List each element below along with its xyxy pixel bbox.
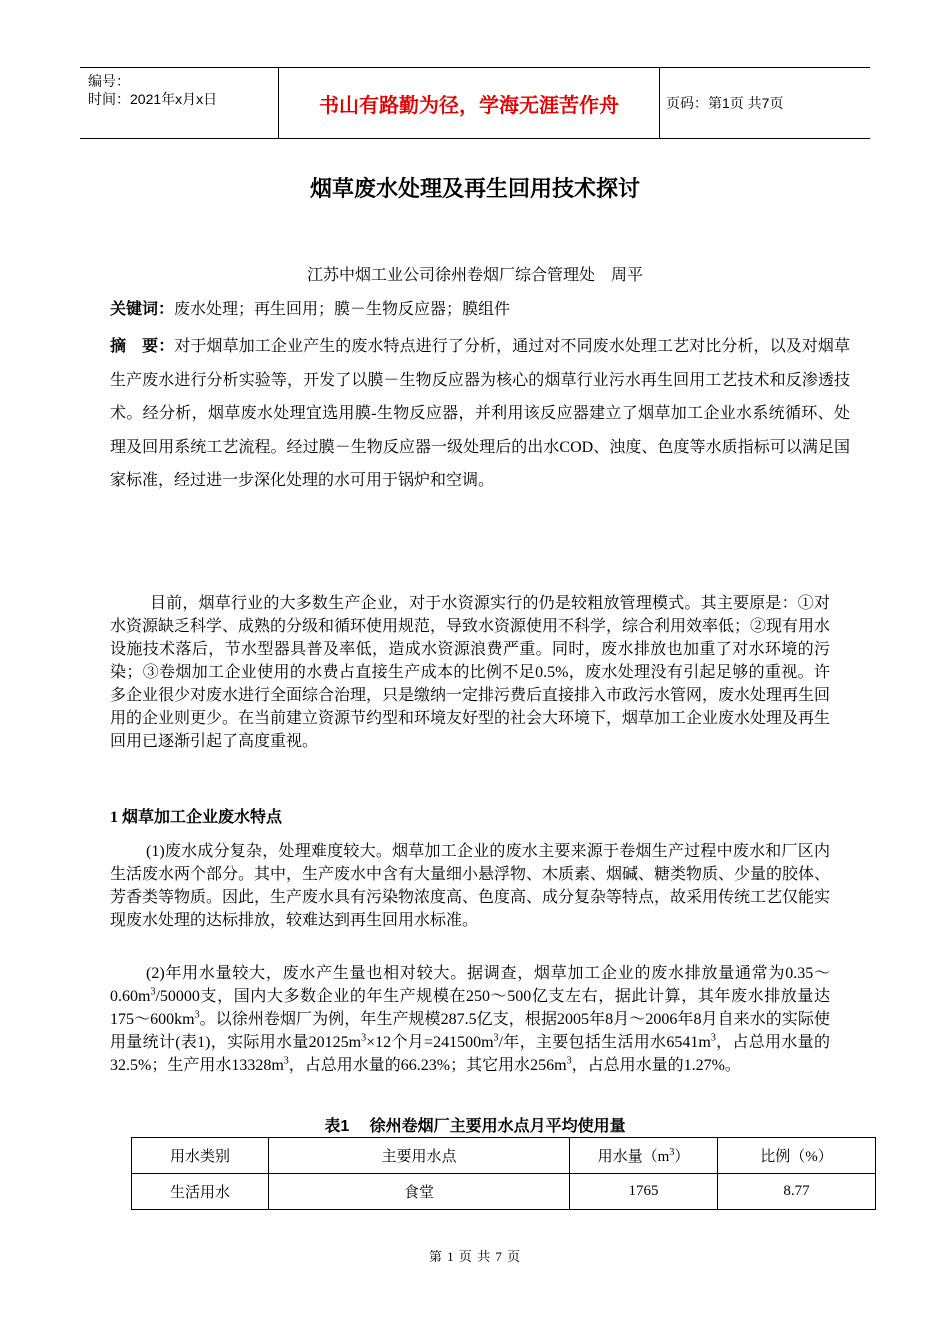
document-title: 烟草废水处理及再生回用技术探讨	[309, 176, 640, 201]
page-footer: 第 1 页 共 7 页	[428, 1249, 522, 1264]
table-header-row	[132, 1138, 876, 1174]
section-heading: 1 烟草加工企业废水特点	[110, 809, 283, 826]
keywords	[110, 296, 510, 319]
para2-part: ，占总用水量的1.27%。	[571, 1057, 741, 1074]
para2-part: (2)年用水量较大，废水产生量也相对较大。据调查，烟草加工企业的废水排放量通常为0.35～0.60m	[110, 965, 830, 1005]
para2-part: /50000支，国内大多数企业的年生产规模在250～500亿支左右，据此计算，其年废水排放量达175～600km	[110, 988, 830, 1028]
table-cell: 食堂	[269, 1174, 570, 1210]
superscript: 3	[361, 1032, 367, 1044]
table-cell: 1765	[570, 1174, 718, 1210]
para2-part: /年，主要包括生活用水6541m	[498, 1034, 711, 1051]
author-line: 江苏中烟工业公司徐州卷烟厂综合管理处 周平	[306, 267, 643, 284]
header-meta	[80, 68, 278, 138]
keywords-text: 废水处理；再生回用；膜－生物反应器；膜组件	[174, 301, 511, 318]
keywords-label: 关键词：	[110, 301, 175, 318]
document-number-label: 编号：	[88, 73, 130, 89]
abstract	[110, 330, 850, 498]
superscript: 3	[150, 986, 156, 998]
document-header	[80, 67, 870, 139]
abstract-text: 对于烟草加工企业产生的废水特点进行了分析，通过对不同废水处理工艺对比分析，以及对烟草生产废水进行分析实验等，开发了以膜－生物反应器为核心的烟草行业污水再生回用工艺技术和反渗透技术。经分析，烟草废水处理宜选用膜-生物反应器，并利用该反应器建立了烟草加工企业水系统循环、处理及回用系统工艺流程。经过膜－生物反应器一级处理后的出水COD、浊度、色度等水质指标可以满足国家标准，经过进一步深化处理的水可用于锅炉和空调。	[110, 338, 850, 489]
table-row	[132, 1174, 876, 1210]
table-header-cell: 主要用水点	[269, 1138, 570, 1174]
table-header-cell	[570, 1138, 718, 1174]
header-motto: 书山有路勤为径，学海无涯苦作舟	[278, 68, 660, 138]
water-usage-table	[131, 1137, 876, 1210]
table-header-cell: 用水类别	[132, 1138, 269, 1174]
para2-part: 。以徐州卷烟厂为例，年生产规模287.5亿支，根据2005年8月～2006年8月自来水的实际使用量统计(表1)，实际用水量20125m	[110, 1011, 830, 1051]
para2-part: ，占总用水量的66.23%；其它用水256m	[288, 1057, 567, 1074]
table-cell: 生活用水	[132, 1174, 269, 1210]
header-page-info: 页码：第1页 共7页	[666, 95, 784, 111]
para2-part: ×12个月=241500m	[366, 1034, 494, 1051]
superscript: 3	[493, 1032, 499, 1044]
section-paragraph-2	[110, 962, 830, 1077]
superscript: 3	[283, 1055, 289, 1067]
superscript: 3	[566, 1055, 572, 1067]
para2-part: ，占总用水量的32.5%；生产用水13328m	[110, 1034, 830, 1074]
table-cell: 8.77	[718, 1174, 876, 1210]
document-time-label: 时间：2021年x月x日	[88, 91, 218, 107]
intro-paragraph: 目前，烟草行业的大多数生产企业，对于水资源实行的仍是较粗放管理模式。其主要原是：①对水资源缺乏科学、成熟的分级和循环使用规范，导致水资源使用不科学，综合利用效率低；②现有用水设施技术落后，节水型器具普及率低，造成水资源浪费严重。同时，废水排放也加重了对水环境的污染；③卷烟加工企业使用的水费占直接生产成本的比例不足0.5%，废水处理没有引起足够的重视。许多企业很少对废水进行全面综合治理，只是缴纳一定排污费后直接排入市政污水管网，废水处理再生回用的企业则更少。在当前建立资源节约型和环境友好型的社会大环境下，烟草加工企业废水处理及再生回用已逐渐引起了高度重视。	[110, 595, 831, 750]
table-header-cell: 比例（%）	[718, 1138, 876, 1174]
superscript: 3	[710, 1032, 716, 1044]
section-paragraph-1: (1)废水成分复杂，处理难度较大。烟草加工企业的废水主要来源于卷烟生产过程中废水和厂区内生活废水两个部分。其中，生产废水中含有大量细小悬浮物、木质素、烟碱、糖类物质、少量的胶体、芳香类等物质。因此，生产废水具有污染物浓度高、色度高、成分复杂等特点，故采用传统工艺仅能实现废水处理的达标排放，较难达到再生回用水标准。	[110, 843, 831, 929]
superscript: 3	[669, 1147, 675, 1158]
header-text: ）	[674, 1149, 690, 1165]
header-text: 用水量（m	[597, 1149, 670, 1165]
superscript: 3	[194, 1009, 200, 1021]
abstract-label: 摘 要：	[110, 338, 175, 355]
table-caption: 表1 徐州卷烟厂主要用水点月平均使用量	[324, 1118, 626, 1135]
